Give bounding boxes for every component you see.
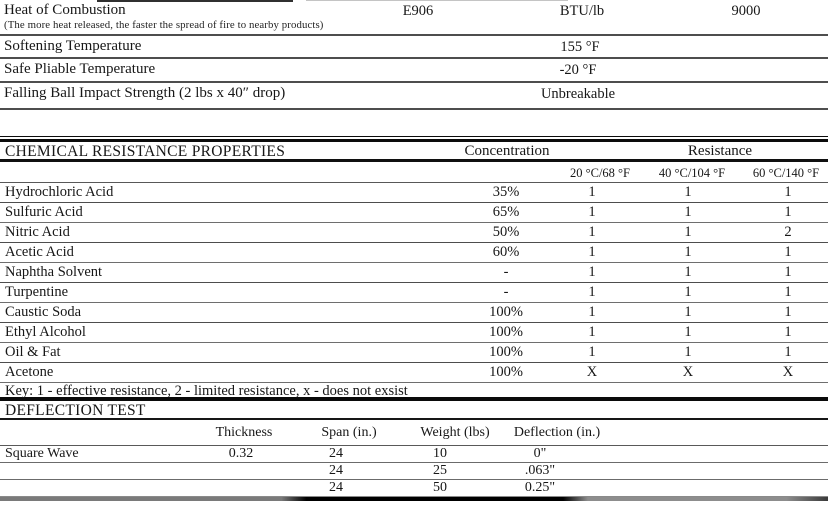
resistance-20c: 1 <box>588 284 596 300</box>
resistance-60c: 1 <box>784 304 792 320</box>
chemical-row <box>0 283 828 303</box>
span-value: 24 <box>329 463 343 478</box>
property-value-unit: BTU/lb <box>559 3 605 19</box>
resistance-key-row <box>0 383 828 401</box>
chemical-name: Hydrochloric Acid <box>5 184 114 200</box>
resistance-40c: 1 <box>684 204 692 220</box>
key-legend: Key: 1 - effective resistance, 2 - limited resistance, x - does not exsist <box>5 383 408 399</box>
resistance-40c: 1 <box>684 224 692 240</box>
chemical-name: Caustic Soda <box>5 304 82 320</box>
concentration-value: 100% <box>489 344 523 360</box>
resistance-60c: 1 <box>784 344 792 360</box>
resistance-40c: 1 <box>684 284 692 300</box>
weight-value: 50 <box>433 480 447 495</box>
chemical-resistance-title: CHEMICAL RESISTANCE PROPERTIES <box>5 143 286 160</box>
section-gap <box>0 110 828 136</box>
chemical-row <box>0 323 828 343</box>
resistance-60c: 2 <box>784 224 792 240</box>
resistance-40c: 1 <box>684 184 692 200</box>
resistance-40c: 1 <box>684 244 692 260</box>
property-value-number: 9000 <box>731 3 761 19</box>
resistance-40c: 1 <box>684 264 692 280</box>
chemical-row <box>0 343 828 363</box>
chemical-name: Ethyl Alcohol <box>5 324 86 340</box>
property-row-softening-temperature <box>0 36 828 59</box>
resistance-40c: X <box>682 364 694 380</box>
property-label: Falling Ball Impact Strength (2 lbs x 40″ drop) <box>4 85 286 101</box>
property-value-code: E906 <box>402 3 434 19</box>
property-note: (The more heat released, the faster the spread of fire to nearby products) <box>4 19 324 31</box>
deflection-test-header <box>0 401 828 420</box>
weight-value: 25 <box>433 463 447 478</box>
deflection-test-title: DEFLECTION TEST <box>5 402 146 419</box>
resistance-20c: 1 <box>588 344 596 360</box>
deflection-value: 0" <box>533 446 547 461</box>
divider <box>0 497 828 501</box>
property-value: Unbreakable <box>540 86 616 102</box>
column-header-temp-60c: 60 °C/140 °F <box>752 166 820 180</box>
chemical-resistance-header <box>0 142 828 162</box>
property-value: 155 °F <box>560 39 600 55</box>
resistance-20c: X <box>586 364 598 380</box>
resistance-60c: 1 <box>784 244 792 260</box>
column-header-span: Span (in.) <box>321 425 377 440</box>
span-value: 24 <box>329 480 343 495</box>
chemical-row <box>0 263 828 283</box>
concentration-value: 60% <box>492 244 520 260</box>
concentration-value: 65% <box>492 204 520 220</box>
resistance-20c: 1 <box>588 304 596 320</box>
resistance-20c: 1 <box>588 204 596 220</box>
property-row-falling-ball-impact <box>0 83 828 110</box>
span-value: 24 <box>329 446 343 461</box>
concentration-value: - <box>503 284 509 300</box>
resistance-60c: 1 <box>784 184 792 200</box>
resistance-40c: 1 <box>684 344 692 360</box>
chemical-row <box>0 303 828 323</box>
column-header-resistance: Resistance <box>687 143 753 159</box>
resistance-20c: 1 <box>588 264 596 280</box>
column-header-temp-40c: 40 °C/104 °F <box>658 166 726 180</box>
concentration-value: 35% <box>492 184 520 200</box>
chemical-name: Sulfuric Acid <box>5 204 83 220</box>
concentration-value: - <box>503 264 509 280</box>
deflection-test-section <box>0 401 828 501</box>
chemical-resistance-section <box>0 136 828 401</box>
chemical-row <box>0 243 828 263</box>
column-header-thickness: Thickness <box>215 425 273 440</box>
deflection-value: 0.25" <box>524 480 556 495</box>
deflection-row <box>0 446 828 463</box>
chemical-row <box>0 203 828 223</box>
property-label: Softening Temperature <box>4 38 142 54</box>
concentration-value: 100% <box>489 304 523 320</box>
column-header-weight: Weight (lbs) <box>420 425 490 440</box>
resistance-20c: 1 <box>588 244 596 260</box>
physical-properties-section <box>0 0 828 110</box>
concentration-value: 100% <box>489 324 523 340</box>
specimen-name: Square Wave <box>5 446 79 461</box>
resistance-20c: 1 <box>588 224 596 240</box>
chemical-name: Acetone <box>5 364 54 380</box>
resistance-60c: 1 <box>784 264 792 280</box>
property-row-heat-of-combustion <box>0 0 828 36</box>
chemical-row <box>0 183 828 203</box>
thickness-value: 0.32 <box>228 446 254 461</box>
chemical-row <box>0 223 828 243</box>
chemical-name: Nitric Acid <box>5 224 70 240</box>
chemical-name: Naphtha Solvent <box>5 264 103 280</box>
column-header-deflection: Deflection (in.) <box>513 425 601 440</box>
resistance-20c: 1 <box>588 184 596 200</box>
deflection-row <box>0 463 828 480</box>
chemical-name: Oil & Fat <box>5 344 61 360</box>
concentration-value: 50% <box>492 224 520 240</box>
column-header-concentration: Concentration <box>464 143 550 159</box>
resistance-60c: 1 <box>784 204 792 220</box>
property-label: Safe Pliable Temperature <box>4 61 156 77</box>
resistance-40c: 1 <box>684 324 692 340</box>
chemical-row <box>0 363 828 383</box>
chemical-name: Turpentine <box>5 284 69 300</box>
resistance-60c: X <box>782 364 794 380</box>
deflection-row <box>0 480 828 497</box>
weight-value: 10 <box>433 446 447 461</box>
chemical-name: Acetic Acid <box>5 244 74 260</box>
temperature-subheader-row <box>0 162 828 183</box>
property-value: -20 °F <box>559 62 597 78</box>
concentration-value: 100% <box>489 364 523 380</box>
property-row-safe-pliable-temperature <box>0 59 828 83</box>
property-label: Heat of Combustion <box>4 2 126 18</box>
resistance-60c: 1 <box>784 284 792 300</box>
deflection-column-headers <box>0 420 828 446</box>
column-header-temp-20c: 20 °C/68 °F <box>569 166 631 180</box>
resistance-40c: 1 <box>684 304 692 320</box>
resistance-60c: 1 <box>784 324 792 340</box>
deflection-value: .063" <box>524 463 556 478</box>
resistance-20c: 1 <box>588 324 596 340</box>
